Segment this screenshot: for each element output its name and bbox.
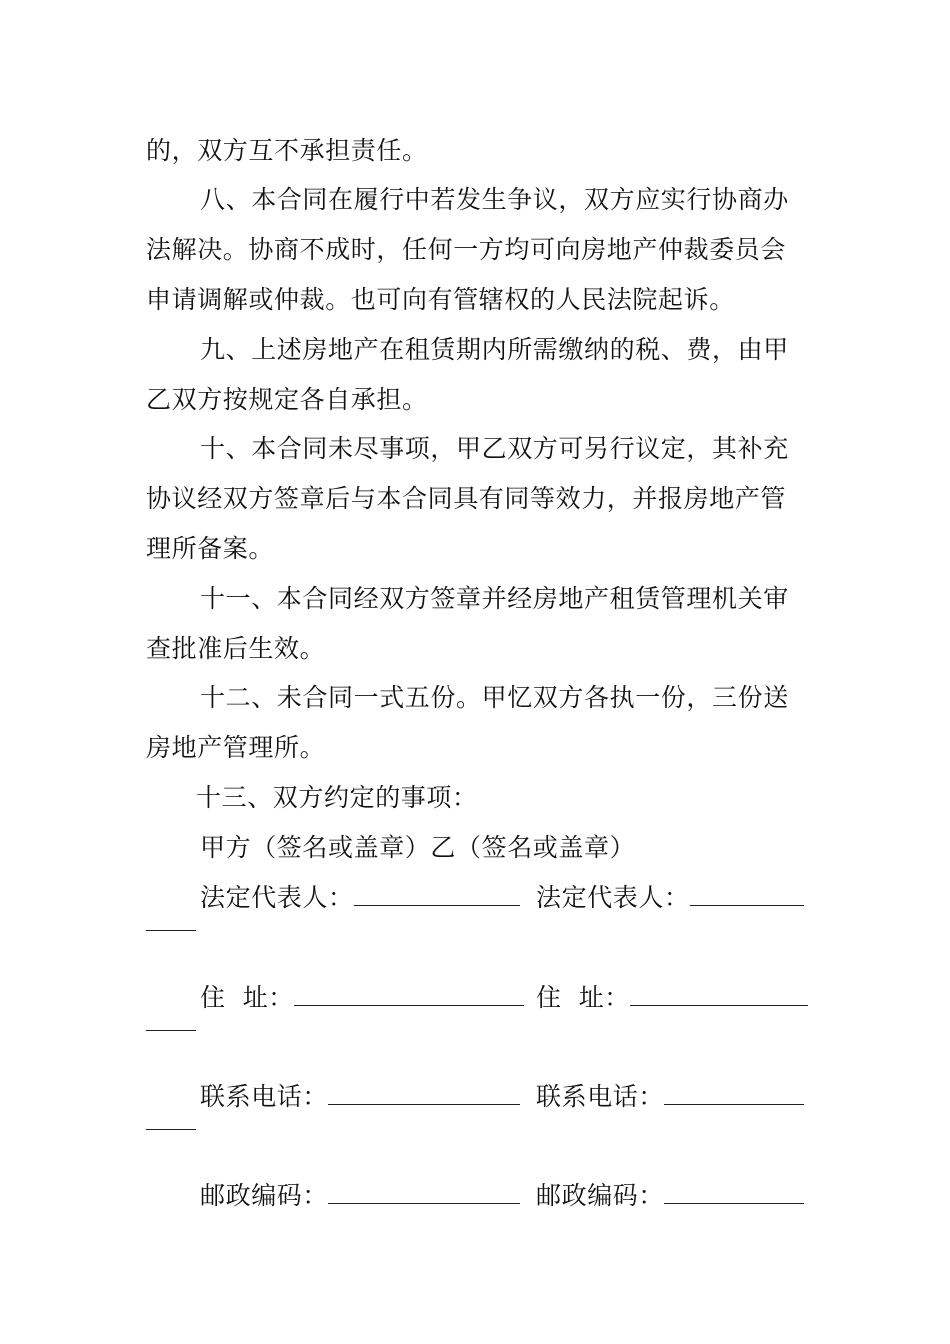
paragraph-line: 十一、本合同经双方签章并经房地产租赁管理机关审 (200, 584, 789, 613)
blank-line[interactable] (664, 1082, 804, 1105)
field-label: 法定代表人： (200, 883, 354, 912)
field-row-legal-rep (200, 883, 810, 913)
paragraph-line: 八、本合同在履行中若发生争议，双方应实行协商办 (200, 185, 789, 214)
field-label: 邮政编码： (200, 1181, 329, 1210)
field-right (536, 1082, 804, 1112)
paragraph-line: 十、本合同未尽事项，甲乙双方可另行议定，其补充 (200, 434, 789, 463)
paragraph-line: 的，双方互不承担责任。 (146, 136, 428, 165)
field-label: 法定代表人： (536, 883, 690, 912)
field-right (536, 1181, 804, 1211)
field-label: 联系电话： (536, 1082, 665, 1111)
paragraph-line: 理所备案。 (146, 534, 275, 563)
blank-line[interactable] (328, 1082, 520, 1105)
field-label: 联系电话： (200, 1082, 329, 1111)
blank-line[interactable] (630, 983, 808, 1006)
blank-line-continuation[interactable] (146, 1129, 196, 1130)
paragraph-line: 申请调解或仲裁。也可向有管辖权的人民法院起诉。 (146, 285, 735, 314)
paragraph-line: 协议经双方签章后与本合同具有同等效力，并报房地产管 (146, 484, 787, 513)
blank-line[interactable] (294, 983, 524, 1006)
blank-line[interactable] (690, 883, 804, 906)
blank-line-continuation[interactable] (146, 1030, 196, 1031)
field-row-phone (200, 1082, 810, 1112)
paragraph-line: 乙双方按规定各自承担。 (146, 385, 428, 414)
paragraph-line: 十二、未合同一式五份。甲忆双方各执一份，三份送 (200, 683, 789, 712)
paragraph-line: 查批准后生效。 (146, 634, 326, 663)
field-label: 住 址： (536, 983, 630, 1012)
paragraph-line: 九、上述房地产在租赁期内所需缴纳的税、费，由甲 (200, 335, 789, 364)
field-row-address (200, 983, 810, 1013)
blank-line-continuation[interactable] (146, 930, 196, 931)
field-row-postcode (200, 1181, 810, 1211)
blank-line[interactable] (354, 883, 520, 906)
blank-line[interactable] (328, 1181, 520, 1204)
paragraph-line: 房地产管理所。 (146, 733, 326, 762)
paragraph-line: 十三、双方约定的事项： (196, 783, 478, 812)
paragraph-line: 法解决。协商不成时，任何一方均可向房地产仲裁委员会 (146, 235, 787, 264)
blank-line[interactable] (664, 1181, 804, 1204)
field-right (536, 883, 804, 913)
field-right (536, 983, 808, 1013)
signature-header: 甲方（签名或盖章）乙（签名或盖章） (200, 833, 636, 862)
field-label: 邮政编码： (536, 1181, 665, 1210)
field-label: 住 址： (200, 983, 294, 1012)
